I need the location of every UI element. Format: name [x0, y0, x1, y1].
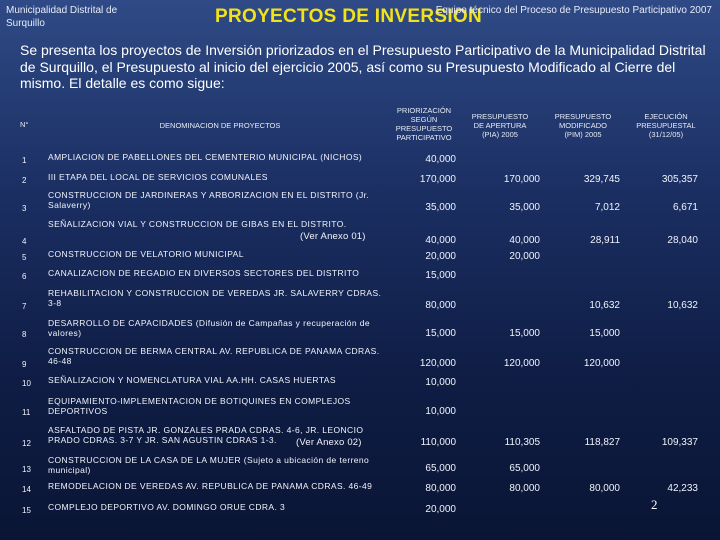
row-number: 8: [22, 330, 27, 339]
table-row: [0, 455, 720, 475]
pim-value: 28,911: [590, 235, 620, 246]
row-number: 4: [22, 237, 27, 246]
prior-value: 110,000: [420, 437, 456, 448]
table-row: [0, 268, 720, 282]
column-header-n: N°: [20, 120, 29, 129]
prior-value: 170,000: [419, 174, 456, 185]
row-number: 6: [22, 272, 27, 281]
pim-value: 7,012: [594, 202, 620, 213]
project-name: REHABILITACION Y CONSTRUCCION DE VEREDAS JR. SALAVERRY CDRAS. 3-8: [48, 288, 382, 308]
pim-value: 80,000: [589, 483, 620, 494]
project-name: CONSTRUCCION DE VELATORIO MUNICIPAL: [48, 249, 244, 259]
header-right: Equipo técnico del Proceso de Presupuesto Participativo 2007: [435, 5, 712, 16]
project-name: REMODELACION DE VEREDAS AV. REPUBLICA DE PANAMA CDRAS. 46-49: [48, 481, 373, 491]
table-row: [0, 425, 720, 449]
project-name: ASFALTADO DE PISTA JR. GONZALES PRADA CDRAS. 4-6, JR. LEONCIO PRADO CDRAS. 3-7 Y JR. SAN AGUSTIN CDRAS 1-3.: [48, 425, 364, 445]
table-row: [0, 375, 720, 389]
project-name: COMPLEJO DEPORTIVO AV. DOMINGO ORUE CDRA. 3: [48, 502, 286, 512]
column-header-denom: DENOMINACION DE PROYECTOS: [159, 121, 281, 130]
project-name: CONSTRUCCION DE BERMA CENTRAL AV. REPUBLICA DE PANAMA CDRAS. 46-48: [48, 346, 380, 366]
row-number: 12: [22, 439, 31, 448]
prior-value: 20,000: [425, 251, 456, 262]
prior-value: 15,000: [425, 270, 456, 281]
pim-value: 10,632: [589, 300, 620, 311]
row-number: 3: [22, 204, 27, 213]
page-title: PROYECTOS DE INVERSION: [215, 6, 483, 27]
prior-value: 80,000: [425, 483, 456, 494]
table-row: [0, 190, 720, 214]
pia-value: 20,000: [509, 251, 540, 262]
row-number: 5: [22, 253, 27, 262]
project-name: EQUIPAMIENTO-IMPLEMENTACION DE BOTIQUINES EN COMPLEJOS DEPORTIVOS: [48, 396, 351, 416]
column-header-prior: PRIORIZACIÓN SEGÚN PRESUPUESTO PARTICIPATIVO: [395, 106, 453, 142]
project-name: CONSTRUCCION DE LA CASA DE LA MUJER (Sujeto a ubicación de terreno municipal): [48, 455, 370, 475]
project-name: CANALIZACION DE REGADIO EN DIVERSOS SECTORES DEL DISTRITO: [48, 268, 360, 278]
header-left: Municipalidad Distrital de Surquillo: [6, 5, 118, 29]
prior-value: 35,000: [425, 202, 456, 213]
prior-value: 40,000: [425, 235, 456, 246]
prior-value: 80,000: [425, 300, 456, 311]
pim-value: 329,745: [583, 174, 620, 185]
project-name: SEÑALIZACION Y NOMENCLATURA VIAL AA.HH. CASAS HUERTAS: [48, 375, 336, 385]
table-row: [0, 249, 720, 263]
table-row: [0, 288, 720, 312]
row-number: 11: [22, 408, 31, 417]
pia-value: 65,000: [509, 463, 540, 474]
row-number: 1: [22, 156, 27, 165]
pim-value: 118,827: [584, 437, 620, 448]
row-number: 10: [22, 379, 31, 388]
intro-paragraph: Se presenta los proyectos de Inversión priorizados en el Presupuesto Participativo de la Municipalidad Distrital de Surquillo, el Presupuesto al inicio del ejercicio 2005, así como su Presupuesto Modificado al Cierre del mismo. El detalle es como sigue:: [20, 42, 706, 91]
table-row: [0, 396, 720, 418]
project-name: SEÑALIZACION VIAL Y CONSTRUCCION DE GIBAS EN EL DISTRITO.: [48, 219, 347, 229]
prior-value: 120,000: [419, 358, 456, 369]
prior-value: 40,000: [425, 154, 456, 165]
table-row: [0, 318, 720, 340]
pia-value: 15,000: [509, 328, 540, 339]
project-name: AMPLIACION DE PABELLONES DEL CEMENTERIO MUNICIPAL (NICHOS): [48, 152, 363, 162]
prior-value: 20,000: [425, 504, 456, 515]
project-name: CONSTRUCCION DE JARDINERAS Y ARBORIZACION EN EL DISTRITO (Jr. Salaverry): [48, 190, 370, 210]
row-number: 9: [22, 360, 27, 369]
ejec-value: 6,671: [672, 202, 698, 213]
page-number: 2: [651, 497, 658, 512]
column-header-pia: PRESUPUESTO DE APERTURA (PIA) 2005: [471, 112, 529, 139]
pim-value: 120,000: [583, 358, 620, 369]
table-row: [0, 502, 720, 516]
pia-value: 80,000: [509, 483, 540, 494]
row-number: 15: [22, 506, 31, 515]
project-name: III ETAPA DEL LOCAL DE SERVICIOS COMUNALES: [48, 172, 268, 182]
ejec-value: 42,233: [667, 483, 698, 494]
prior-value: 15,000: [425, 328, 456, 339]
pia-value: 110,305: [504, 437, 540, 448]
row-number: 13: [22, 465, 31, 474]
table-row: [0, 152, 720, 166]
annex-note: (Ver Anexo 02): [296, 437, 362, 448]
row-number: 7: [22, 302, 27, 311]
column-header-pim: PRESUPUESTO MODIFICADO (PIM) 2005: [554, 112, 612, 139]
pim-value: 15,000: [589, 328, 620, 339]
ejec-value: 28,040: [667, 235, 698, 246]
prior-value: 65,000: [425, 463, 456, 474]
pia-value: 120,000: [503, 358, 540, 369]
ejec-value: 305,357: [661, 174, 698, 185]
project-name: DESARROLLO DE CAPACIDADES (Difusión de Campañas y recuperación de valores): [48, 318, 371, 338]
ejec-value: 109,337: [661, 437, 698, 448]
table-row: [0, 172, 720, 186]
column-header-ejec: EJECUCIÓN PRESUPUESTAL (31/12/05): [636, 112, 696, 139]
pia-value: 170,000: [503, 174, 540, 185]
ejec-value: 10,632: [667, 300, 698, 311]
row-number: 2: [22, 176, 27, 185]
table-row: [0, 481, 720, 495]
pia-value: 40,000: [509, 235, 540, 246]
table-row: [0, 219, 720, 247]
prior-value: 10,000: [425, 406, 456, 417]
table-row: [0, 346, 720, 370]
annex-note: (Ver Anexo 01): [300, 231, 366, 242]
pia-value: 35,000: [509, 202, 540, 213]
row-number: 14: [22, 485, 31, 494]
prior-value: 10,000: [425, 377, 456, 388]
